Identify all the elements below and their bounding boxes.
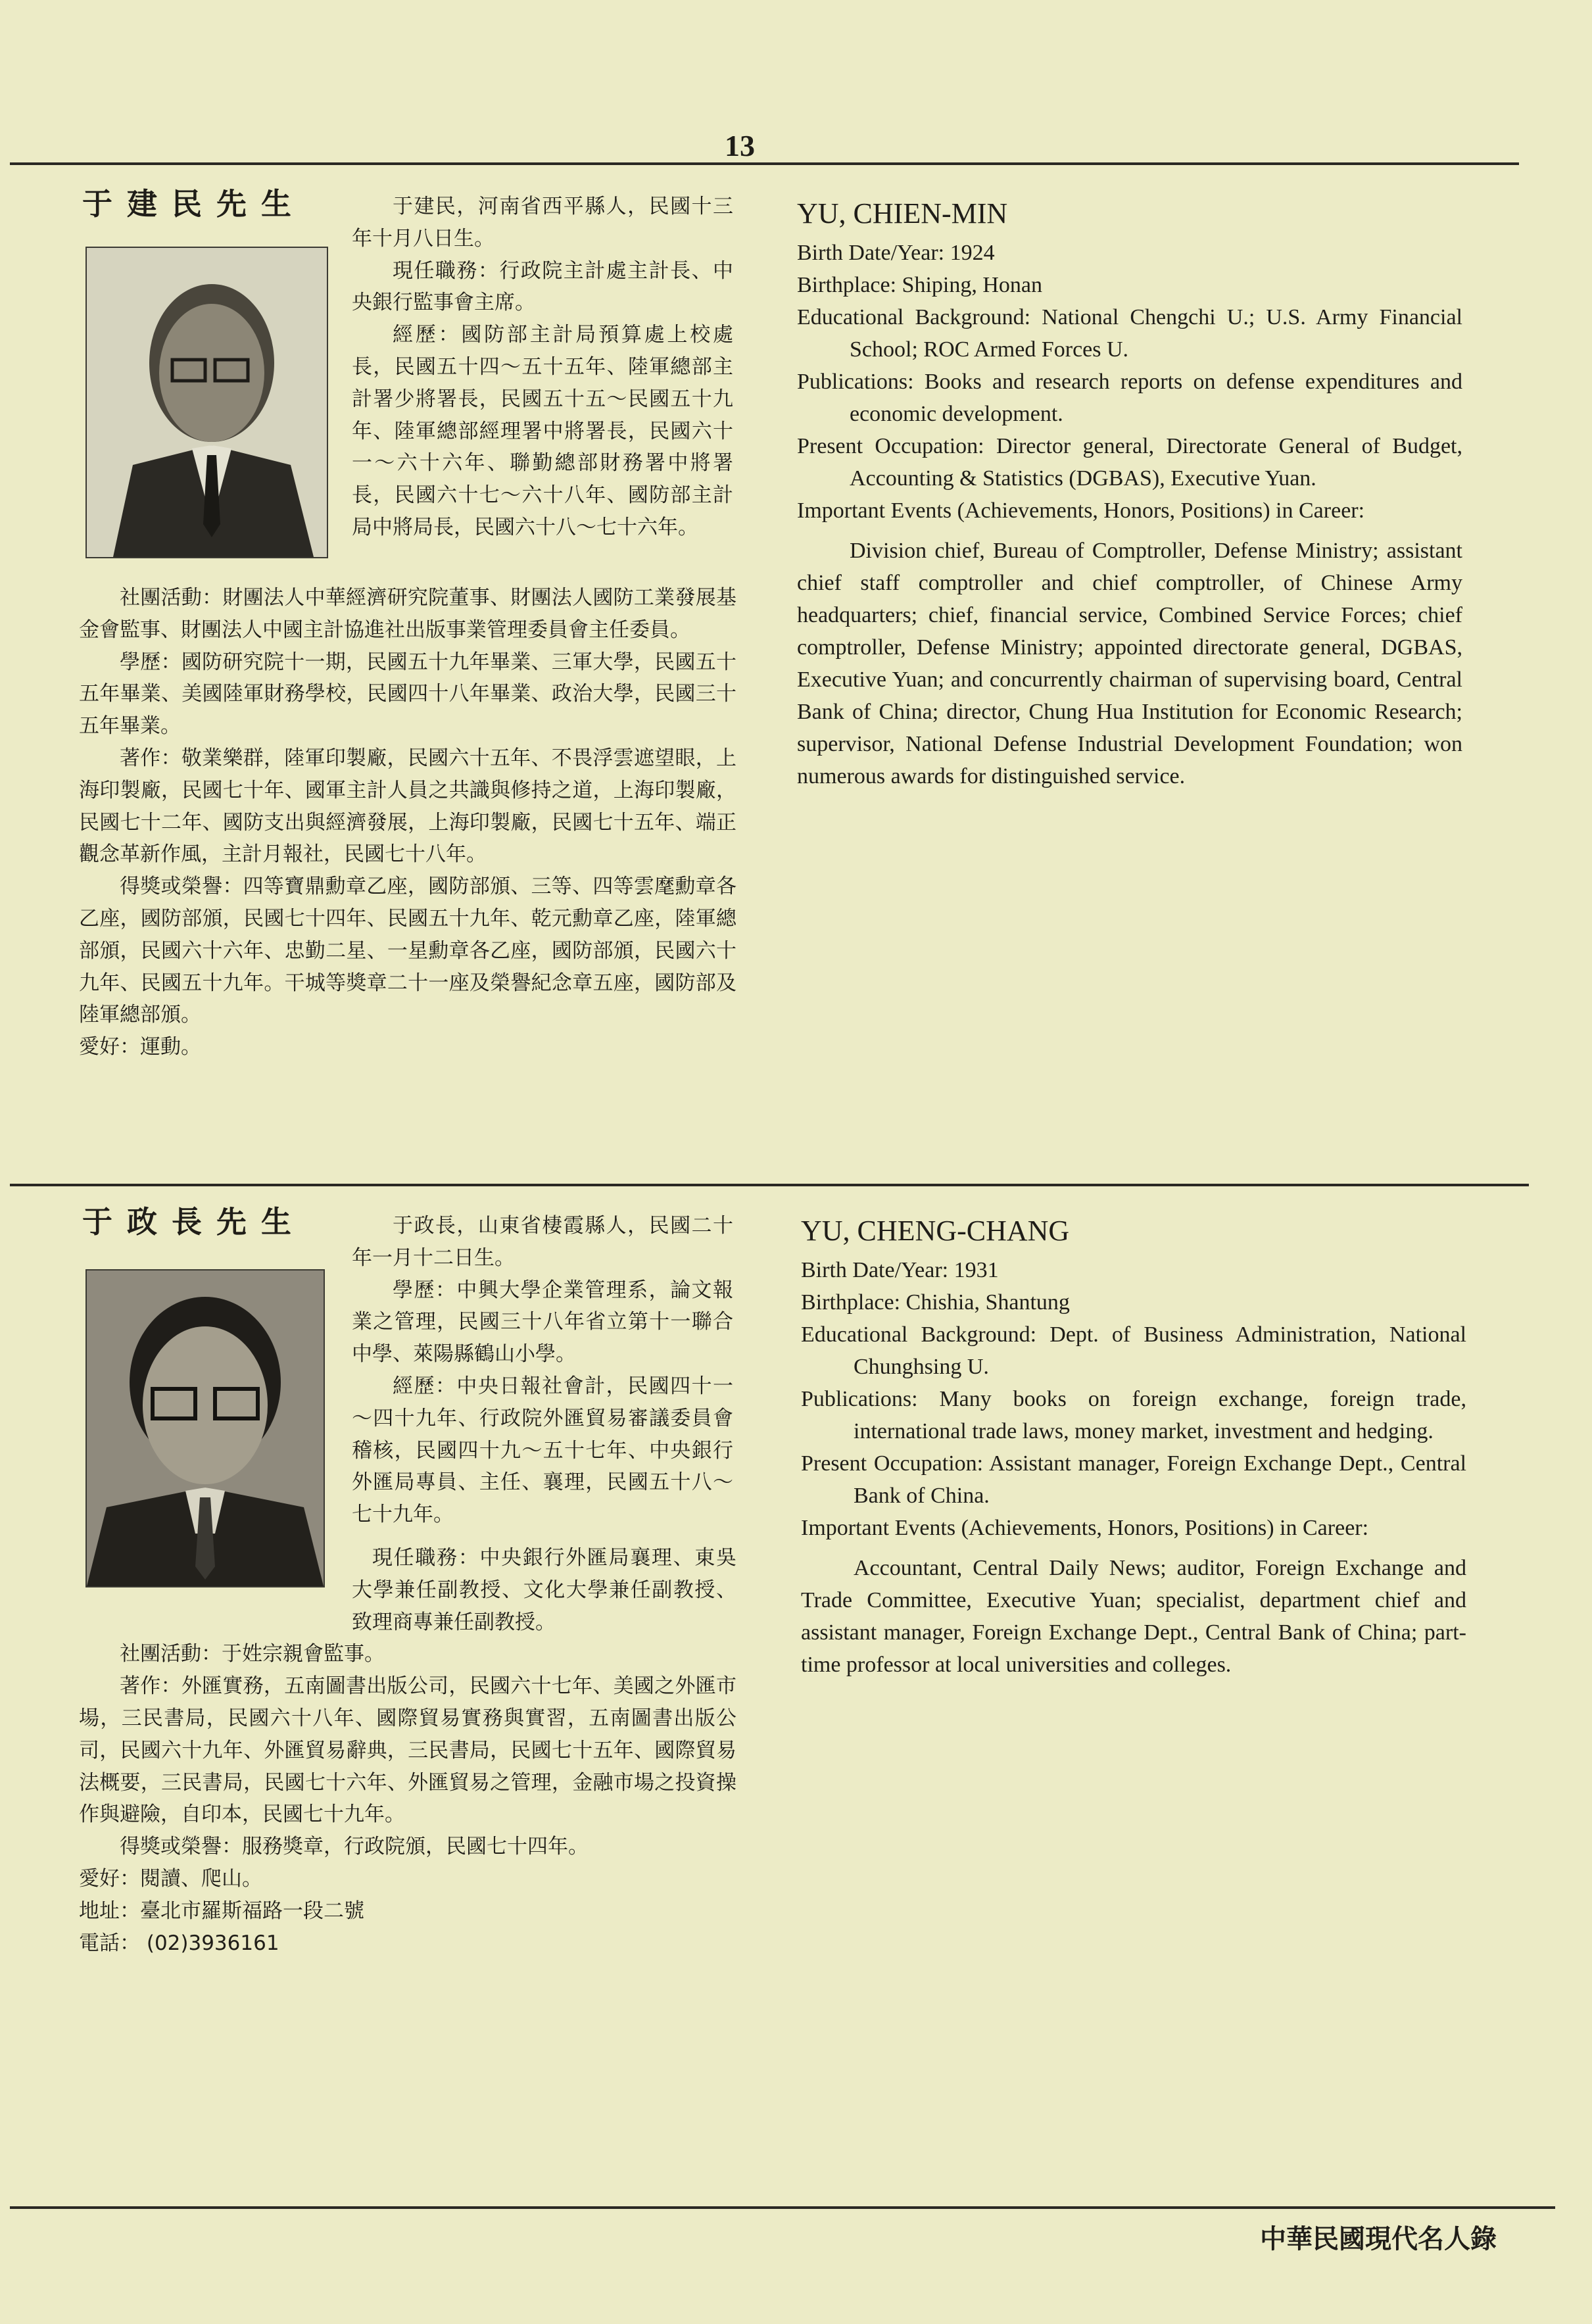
cn-intro-line: 現任職務：行政院主計處主計長、中央銀行監事會主席。 [352, 258, 733, 315]
english-bio [797, 196, 1462, 792]
cn-hobby: 愛好：運動。 [79, 1035, 201, 1059]
events-heading: Important Events (Achievements, Honors, Positions) in Career: [801, 1516, 1369, 1540]
cn-intro-line: 經歷：中央日報社會計，民國四十一～四十九年、行政院外匯貿易審議委員會稽核，民國四十九～五十七年、中央銀行外匯局專員、主任、襄理，民國五十八～七十九年。 [352, 1374, 733, 1527]
entry-divider [10, 1184, 1529, 1186]
book-title-footer: 中華民國現代名人錄 [1260, 2224, 1497, 2254]
portrait-photo [85, 1269, 325, 1587]
english-bio [801, 1213, 1466, 1681]
birthplace: Birthplace: Chishia, Shantung [801, 1290, 1070, 1315]
cn-intro-line: 于建民，河南省西平縣人，民國十三年十月八日生。 [352, 195, 733, 251]
birthplace: Birthplace: Shiping, Honan [797, 273, 1043, 297]
chinese-intro [352, 191, 733, 544]
present-occupation: Present Occupation: Director general, Directorate General of Budget, Accounting & Statistics (DGBAS), Executive Yuan. [797, 434, 1462, 491]
cn-body-paragraph: 社團活動：于姓宗親會監事。 [120, 1642, 385, 1666]
birth-date: Birth Date/Year: 1924 [797, 241, 995, 265]
chinese-intro [352, 1210, 733, 1531]
cn-phone: 電話： (02)3936161 [79, 1931, 279, 1955]
cn-body-paragraph: 得獎或榮譽：服務獎章，行政院頒，民國七十四年。 [120, 1835, 589, 1859]
cn-body-paragraph: 著作：敬業樂群，陸軍印製廠，民國六十五年、不畏浮雲遮望眼，上海印製廠，民國七十年、國軍主計人員之共識與修持之道，上海印製廠，民國七十二年、國防支出與經濟發展，上海印製廠，民國七十五年、端正觀念革新作風，主計月報社，民國七十八年。 [79, 746, 736, 867]
cn-body-paragraph: 學歷：國防研究院十一期，民國五十九年畢業、三軍大學，民國五十五年畢業、美國陸軍財務學校，民國四十八年畢業、政治大學，民國三十五年畢業。 [79, 650, 736, 738]
birth-date: Birth Date/Year: 1931 [801, 1258, 999, 1282]
cn-body-paragraph: 著作：外匯實務，五南圖書出版公司，民國六十七年、美國之外匯市場，三民書局，民國六十八年、國際貿易實務與實習，五南圖書出版公司，民國六十九年、外匯貿易辭典，三民書局，民國七十五年、國際貿易法概要，三民書局，民國七十六年、外匯貿易之管理，金融市場之投資操作與避險，自印本，民國七十九年。 [79, 1674, 736, 1827]
cn-intro-line: 經歷：國防部主計局預算處上校處長，民國五十四～五十五年、陸軍總部主計署少將署長，民國五十五～民國五十九年、陸軍總部經理署中將署長，民國六十一～六十六年、聯勤總部財務署中將署長，民國六十七～六十八年、國防部主計局中將局長，民國六十八～七十六年。 [352, 323, 733, 539]
chinese-body [79, 1542, 736, 1959]
cn-body-paragraph: 社團活動：財團法人中華經濟研究院董事、財團法人國防工業發展基金會監事、財團法人中國主計協進社出版事業管理委員會主任委員。 [79, 586, 736, 642]
cn-hobby: 愛好：閱讀、爬山。 [79, 1866, 262, 1891]
chinese-name: 于建民先生 [82, 186, 306, 222]
chinese-body [79, 582, 736, 1063]
chinese-name: 于政長先生 [82, 1204, 306, 1240]
cn-intro-line: 學歷：中興大學企業管理系，論文報業之管理，民國三十八年省立第十一聯合中學、萊陽縣鶴山小學。 [352, 1278, 733, 1367]
publications: Publications: Many books on foreign exchange, foreign trade, international trade laws, money market, investment and hedging. [801, 1387, 1466, 1443]
education: Educational Background: Dept. of Business Administration, National Chunghsing U. [801, 1322, 1466, 1379]
english-name: YU, CHENG-CHANG [801, 1215, 1070, 1247]
cn-address: 地址：臺北市羅斯福路一段二號 [79, 1899, 364, 1923]
cn-body-paragraph: 得獎或榮譽：四等寶鼎勳章乙座，國防部頒、三等、四等雲麾勳章各乙座，國防部頒，民國七十四年、民國五十九年、乾元勳章乙座，陸軍總部頒，民國六十六年、忠勤二星、一星勳章各乙座，國防部頒，民國六十九年、民國五十九年。干城等獎章二十一座及榮譽紀念章五座，國防部及陸軍總部頒。 [79, 875, 736, 1027]
bottom-rule [10, 2206, 1555, 2209]
career-events: Accountant, Central Daily News; auditor, Foreign Exchange and Trade Committee, Executive Yuan; specialist, department chief and assistant manager, Foreign Exchange Dept., Central Bank of China; part-time professor at local universities and colleges. [801, 1556, 1466, 1677]
career-events: Division chief, Bureau of Comptroller, Defense Ministry; assistant chief staff comptroller and chief comptroller, of Chinese Army headquarters; chief, financial service, Combined Service Forces; chief comptroller, Defense Ministry; appointed directorate general, DGBAS, Executive Yuan; and concurrently chairman of supervising board, Central Bank of China; director, Chung Hua Institution for Economic Research; supervisor, National Defense Industrial Development Foundation; won numerous awards for distinguished service. [797, 539, 1462, 788]
cn-intro-line: 于政長，山東省棲霞縣人，民國二十年一月十二日生。 [352, 1214, 733, 1270]
cn-body-paragraph: 現任職務：中央銀行外匯局襄理、東吳大學兼任副教授、文化大學兼任副教授、致理商專兼任副教授。 [352, 1546, 736, 1634]
publications: Publications: Books and research reports on defense expenditures and economic development. [797, 370, 1462, 426]
portrait-photo [85, 247, 328, 558]
page-number: 13 [725, 129, 755, 162]
education: Educational Background: National Chengchi U.; U.S. Army Financial School; ROC Armed Forces U. [797, 305, 1462, 362]
english-name: YU, CHIEN-MIN [797, 197, 1008, 230]
present-occupation: Present Occupation: Assistant manager, Foreign Exchange Dept., Central Bank of China. [801, 1451, 1466, 1508]
events-heading: Important Events (Achievements, Honors, Positions) in Career: [797, 498, 1365, 523]
